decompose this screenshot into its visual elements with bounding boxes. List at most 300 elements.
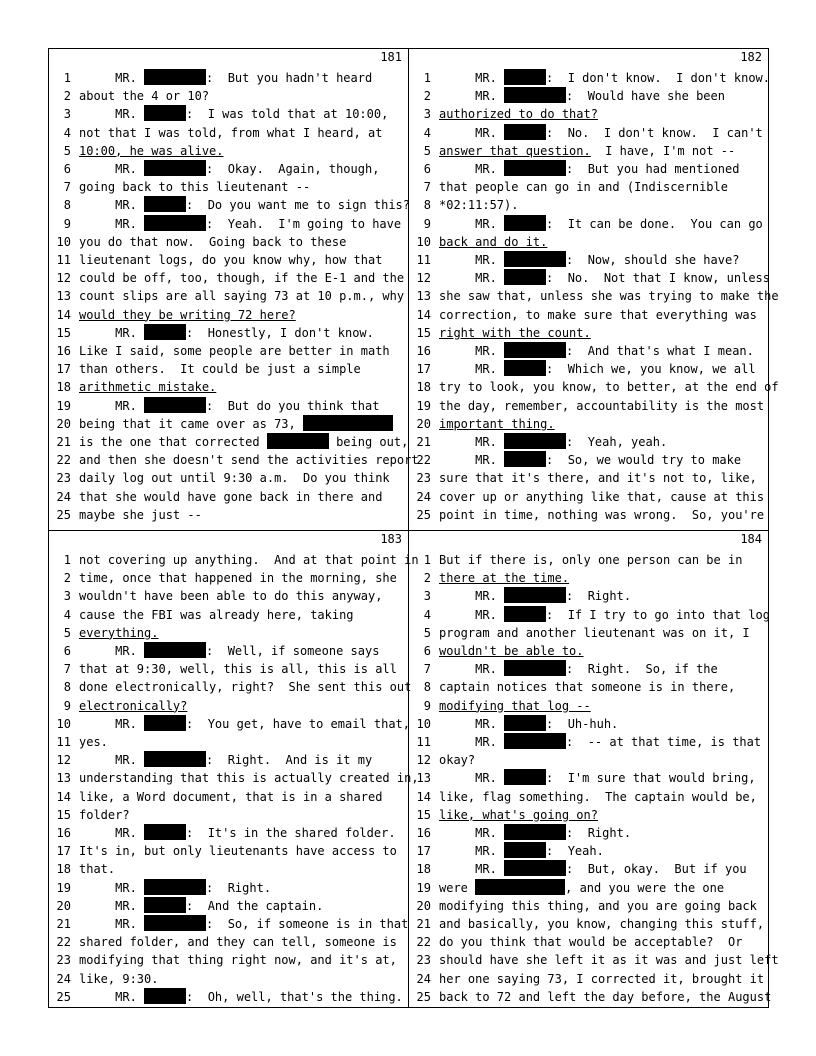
line-number: 11: [416, 735, 431, 749]
text-segment: : Right.: [206, 880, 272, 895]
text-segment: MR.: [439, 589, 505, 604]
line-text: [79, 415, 393, 433]
line-text: [79, 806, 130, 824]
line-number: 18: [416, 862, 431, 877]
line-number: 6: [63, 644, 71, 658]
transcript-line: [49, 69, 408, 87]
line-text: [439, 970, 764, 988]
transcript-line: [409, 569, 768, 587]
redaction-box: [144, 196, 186, 212]
text-segment: *02:11:57).: [439, 198, 519, 213]
line-number: 6: [63, 162, 71, 176]
transcript-line: [409, 587, 768, 605]
transcript-line: [49, 660, 408, 678]
line-text: [79, 397, 379, 415]
line-number: 23: [416, 953, 431, 968]
text-segment: like, what's going on?: [439, 807, 598, 822]
text-segment: : But you hadn't heard: [206, 71, 373, 85]
transcript-line: [409, 806, 768, 824]
line-text: [79, 824, 396, 842]
text-segment: MR.: [79, 107, 145, 122]
text-segment: that.: [79, 862, 116, 877]
redaction-box: [475, 879, 565, 895]
page-number: 182: [740, 50, 762, 64]
transcript-line: [409, 251, 768, 269]
text-segment: do you think that would be acceptable? Or: [439, 935, 743, 950]
line-text: [439, 87, 725, 105]
line-number: 15: [416, 325, 431, 340]
transcript-page: [409, 531, 779, 1011]
text-segment: that at 9:30, well, this is all, this is all: [79, 662, 397, 677]
transcript-line: [49, 769, 419, 787]
transcript-line: [49, 806, 408, 824]
transcript-line: [409, 287, 779, 305]
line-number: 23: [56, 471, 71, 486]
text-segment: modifying this thing, and you are going back: [439, 898, 757, 913]
redaction-box: [504, 433, 566, 449]
text-segment: her one saying 73, I corrected it, brought it: [439, 971, 765, 986]
text-segment: : Okay. Again, though,: [206, 162, 380, 176]
transcript-line: [49, 306, 408, 324]
redaction-box: [144, 397, 206, 413]
text-segment: you do that now. Going back to these: [79, 234, 347, 249]
line-number: 18: [56, 862, 71, 877]
text-segment: would they be writing 72 here?: [79, 307, 296, 322]
text-segment: she saw that, unless she was trying to make the: [439, 289, 779, 304]
line-number: 3: [63, 589, 71, 604]
transcript-line: [409, 306, 768, 324]
line-text: [79, 233, 346, 251]
text-segment: : Do you want me to sign this?: [186, 198, 410, 213]
transcript-line: [409, 233, 768, 251]
text-segment: MR.: [439, 771, 505, 786]
transcript-line: [409, 178, 768, 196]
text-segment: MR.: [79, 398, 145, 413]
transcript-line: [409, 788, 768, 806]
line-text: [439, 451, 741, 469]
line-text: [439, 142, 735, 160]
line-text: [79, 469, 390, 487]
line-number: 17: [56, 362, 71, 377]
text-segment: modifying that log --: [439, 698, 591, 713]
line-number: 20: [416, 416, 431, 431]
text-segment: being out,: [328, 435, 409, 449]
line-text: [79, 287, 404, 305]
line-text: [439, 306, 757, 324]
line-text: [79, 642, 379, 660]
transcript-line: [409, 842, 768, 860]
line-text: [79, 769, 419, 787]
text-segment: back and do it.: [439, 234, 548, 249]
transcript-line: [409, 142, 768, 160]
line-text: [79, 624, 158, 642]
text-segment: than others. It could be just a simple: [79, 362, 361, 377]
text-segment: that people can go in and (Indiscernible: [439, 180, 728, 195]
text-segment: arithmetic mistake.: [79, 380, 217, 395]
text-segment: and then she doesn't send the activities report: [79, 453, 419, 468]
line-text: [439, 897, 757, 915]
line-number: 1: [63, 71, 71, 85]
text-segment: sure that it's there, and it's not to, like,: [439, 471, 757, 486]
line-text: [439, 587, 631, 605]
line-number: 12: [56, 271, 71, 286]
text-segment: MR.: [79, 880, 145, 895]
line-text: [79, 269, 404, 287]
page-number: 183: [380, 532, 402, 546]
text-segment: should have she left it as it was and just left: [439, 953, 779, 968]
text-segment: being that it came over as 73,: [79, 416, 303, 431]
line-number: 3: [423, 107, 431, 122]
line-number: 5: [423, 143, 431, 158]
transcript-line: [49, 697, 408, 715]
transcript-line: [49, 124, 408, 142]
redaction-box: [144, 105, 186, 121]
text-segment: : But do you think that: [206, 398, 380, 413]
text-segment: : So, we would try to make: [546, 453, 742, 468]
transcript-page: [49, 49, 419, 529]
transcript-line: [409, 624, 768, 642]
transcript-sheet: [48, 48, 779, 1008]
text-segment: : Right.: [566, 589, 632, 604]
redaction-box: [504, 769, 546, 785]
line-text: [439, 879, 724, 897]
text-segment: MR.: [439, 271, 505, 286]
transcript-line: [409, 642, 768, 660]
text-segment: wouldn't be able to.: [439, 644, 584, 658]
transcript-line: [409, 215, 768, 233]
transcript-line: [409, 933, 768, 951]
line-text: [439, 69, 770, 87]
text-segment: and basically, you know, changing this stuff,: [439, 917, 765, 931]
line-number: 11: [416, 253, 431, 267]
line-text: [439, 606, 770, 624]
line-number: 18: [416, 380, 431, 395]
line-text: [439, 269, 770, 287]
line-number: 16: [56, 344, 71, 358]
line-text: [439, 715, 618, 733]
line-text: [439, 788, 757, 806]
line-number: 1: [423, 553, 431, 567]
text-segment: But if there is, only one person can be in: [439, 553, 743, 567]
text-segment: MR.: [439, 844, 505, 859]
line-text: [439, 569, 569, 587]
text-segment: that she would have gone back in there and: [79, 489, 383, 504]
line-text: [79, 378, 216, 396]
transcript-line: [49, 678, 412, 696]
line-text: [439, 287, 779, 305]
line-text: [79, 678, 411, 696]
line-text: [439, 469, 757, 487]
text-segment: : And that's what I mean.: [566, 344, 754, 358]
transcript-line: [409, 551, 768, 569]
text-segment: okay?: [439, 753, 476, 768]
line-text: [439, 196, 518, 214]
text-segment: MR.: [439, 607, 505, 622]
text-segment: back to 72 and left the day before, the August: [439, 989, 772, 1004]
transcript-line: [49, 897, 408, 915]
transcript-line: [409, 433, 768, 451]
line-text: [79, 970, 158, 988]
text-segment: Like I said, some people are better in math: [79, 344, 390, 358]
text-segment: there at the time.: [439, 571, 570, 586]
transcript-line: [49, 451, 419, 469]
redaction-box: [504, 269, 546, 285]
transcript-line: [409, 196, 768, 214]
text-segment: daily log out until 9:30 a.m. Do you think: [79, 471, 390, 486]
line-number: 22: [416, 935, 431, 950]
text-segment: MR.: [439, 826, 505, 840]
text-segment: MR.: [439, 362, 505, 377]
text-segment: yes.: [79, 735, 108, 749]
line-number: 20: [56, 416, 71, 431]
transcript-line: [409, 506, 768, 524]
text-segment: MR.: [439, 662, 505, 677]
redaction-box: [504, 124, 546, 140]
transcript-line: [409, 951, 779, 969]
line-text: [439, 160, 739, 178]
transcript-line: [409, 124, 768, 142]
transcript-line: [409, 342, 768, 360]
transcript-line: [409, 160, 768, 178]
text-segment: captain notices that someone is in there,: [439, 680, 736, 695]
redaction-box: [504, 360, 546, 376]
line-text: [79, 933, 397, 951]
redaction-box: [504, 660, 566, 676]
transcript-line: [409, 678, 768, 696]
line-text: [439, 215, 763, 233]
line-text: [79, 506, 202, 524]
line-number: 2: [423, 89, 431, 104]
line-number: 13: [416, 289, 431, 304]
line-text: [439, 360, 756, 378]
transcript-line: [409, 860, 768, 878]
line-number: 4: [423, 125, 431, 140]
line-text: [439, 624, 750, 642]
redaction-box: [504, 860, 566, 876]
text-segment: : No. I don't know. I can't: [546, 125, 763, 140]
redaction-box: [303, 415, 393, 431]
line-text: [79, 433, 408, 451]
line-number: 21: [56, 435, 71, 449]
transcript-line: [49, 269, 408, 287]
line-number: 11: [56, 253, 71, 267]
text-segment: is the one that corrected: [79, 435, 267, 449]
text-segment: point in time, nothing was wrong. So, you're: [439, 507, 765, 522]
text-segment: : If I try to go into that log: [546, 607, 770, 622]
text-segment: : But you had mentioned: [566, 162, 740, 176]
line-number: 3: [63, 107, 71, 122]
line-number: 16: [416, 826, 431, 840]
text-segment: answer that question.: [439, 143, 591, 158]
transcript-line: [409, 69, 768, 87]
transcript-line: [49, 506, 408, 524]
line-text: [79, 788, 382, 806]
transcript-line: [49, 751, 408, 769]
line-number: 5: [423, 625, 431, 640]
line-number: 21: [416, 917, 431, 931]
redaction-box: [504, 606, 546, 622]
line-number: 5: [63, 625, 71, 640]
text-segment: MR.: [79, 753, 145, 768]
text-segment: going back to this lieutenant --: [79, 180, 311, 195]
text-segment: : You get, have to email that,: [186, 716, 410, 731]
redaction-box: [504, 342, 566, 358]
text-segment: : Honestly, I don't know.: [186, 325, 374, 340]
line-number: 10: [56, 234, 71, 249]
line-text: [79, 842, 397, 860]
redaction-box: [144, 715, 186, 731]
text-segment: MR.: [439, 716, 505, 731]
line-number: 7: [423, 180, 431, 195]
line-text: [439, 124, 763, 142]
transcript-line: [409, 970, 768, 988]
text-segment: everything.: [79, 625, 159, 640]
text-segment: maybe she just --: [79, 507, 202, 522]
line-text: [439, 397, 764, 415]
line-text: [79, 606, 354, 624]
line-number: 9: [423, 698, 431, 713]
transcript-line: [409, 451, 768, 469]
transcript-line: [49, 251, 408, 269]
text-segment: like, flag something. The captain would be,: [439, 789, 757, 804]
text-segment: : Oh, well, that's the thing.: [186, 989, 403, 1004]
line-number: 8: [423, 198, 431, 213]
text-segment: It's in, but only lieutenants have access to: [79, 844, 397, 859]
line-text: [439, 251, 739, 269]
text-segment: MR.: [439, 253, 505, 267]
text-segment: MR.: [79, 325, 145, 340]
transcript-line: [49, 788, 408, 806]
text-segment: MR.: [79, 644, 145, 658]
text-segment: : Right.: [566, 826, 632, 840]
transcript-line: [409, 87, 768, 105]
transcript-line: [49, 970, 408, 988]
redaction-box: [144, 879, 206, 895]
page-number: 181: [380, 50, 402, 64]
transcript-line: [409, 697, 768, 715]
line-text: [79, 879, 271, 897]
text-segment: MR.: [79, 216, 145, 231]
line-text: [439, 506, 764, 524]
transcript-line: [409, 415, 768, 433]
text-segment: MR.: [79, 989, 145, 1004]
text-segment: modifying that thing right now, and it's at,: [79, 953, 397, 968]
line-number: 22: [56, 453, 71, 468]
transcript-line: [49, 160, 408, 178]
transcript-line: [49, 142, 408, 160]
line-number: 5: [63, 143, 71, 158]
line-text: [79, 306, 296, 324]
line-text: [79, 860, 115, 878]
redaction-box: [504, 87, 566, 103]
transcript-line: [409, 324, 768, 342]
text-segment: : Yeah.: [546, 844, 604, 859]
line-number: 17: [56, 844, 71, 859]
line-number: 21: [56, 917, 71, 931]
transcript-line: [49, 606, 408, 624]
line-text: [439, 988, 771, 1006]
text-segment: I have, I'm not --: [590, 143, 736, 158]
text-segment: MR.: [439, 162, 505, 176]
text-segment: MR.: [79, 917, 145, 931]
text-segment: : It's in the shared folder.: [186, 826, 396, 840]
text-segment: MR.: [439, 71, 505, 85]
line-text: [79, 215, 401, 233]
line-text: [79, 488, 382, 506]
line-number: 7: [423, 662, 431, 677]
line-text: [439, 806, 598, 824]
line-number: 10: [56, 716, 71, 731]
transcript-line: [49, 624, 408, 642]
line-number: 24: [56, 489, 71, 504]
transcript-page: [49, 531, 419, 1011]
line-number: 23: [416, 471, 431, 486]
line-text: [79, 105, 388, 123]
transcript-line: [49, 196, 408, 214]
text-segment: not that I was told, from what I heard, at: [79, 125, 383, 140]
line-number: 15: [416, 807, 431, 822]
line-text: [439, 733, 761, 751]
text-segment: MR.: [79, 162, 145, 176]
transcript-line: [49, 842, 408, 860]
redaction-box: [504, 160, 566, 176]
line-number: 25: [56, 989, 71, 1004]
line-text: [79, 751, 372, 769]
transcript-line: [409, 397, 768, 415]
transcript-line: [409, 469, 768, 487]
transcript-line: [49, 105, 408, 123]
text-segment: : Which we, you know, we all: [546, 362, 756, 377]
line-number: 18: [56, 380, 71, 395]
text-segment: : Right. So, if the: [566, 662, 718, 677]
line-text: [439, 660, 718, 678]
line-number: 24: [56, 971, 71, 986]
text-segment: : No. Not that I know, unless: [546, 271, 770, 286]
redaction-box: [504, 733, 566, 749]
line-number: 19: [56, 880, 71, 895]
text-segment: MR.: [439, 435, 505, 449]
transcript-line: [49, 469, 408, 487]
redaction-box: [504, 215, 546, 231]
line-number: 25: [56, 507, 71, 522]
line-number: 6: [423, 162, 431, 176]
transcript-line: [409, 897, 768, 915]
redaction-box: [144, 897, 186, 913]
text-segment: : Yeah, yeah.: [566, 435, 668, 449]
line-text: [439, 678, 735, 696]
line-number: 13: [416, 771, 431, 786]
redaction-box: [144, 215, 206, 231]
text-segment: MR.: [79, 826, 145, 840]
transcript-line: [49, 824, 408, 842]
line-number: 11: [56, 735, 71, 749]
transcript-line: [409, 733, 768, 751]
line-text: [439, 769, 756, 787]
line-number: 7: [63, 662, 71, 677]
line-number: 13: [56, 289, 71, 304]
transcript-line: [49, 988, 408, 1006]
transcript-line: [49, 233, 408, 251]
transcript-line: [49, 569, 408, 587]
redaction-box: [144, 324, 186, 340]
line-text: [439, 824, 631, 842]
text-segment: : But, okay. But if you: [566, 862, 747, 877]
line-text: [439, 697, 591, 715]
redaction-box: [144, 160, 206, 176]
redaction-box: [504, 251, 566, 267]
line-number: 8: [63, 680, 71, 695]
transcript-line: [409, 105, 768, 123]
